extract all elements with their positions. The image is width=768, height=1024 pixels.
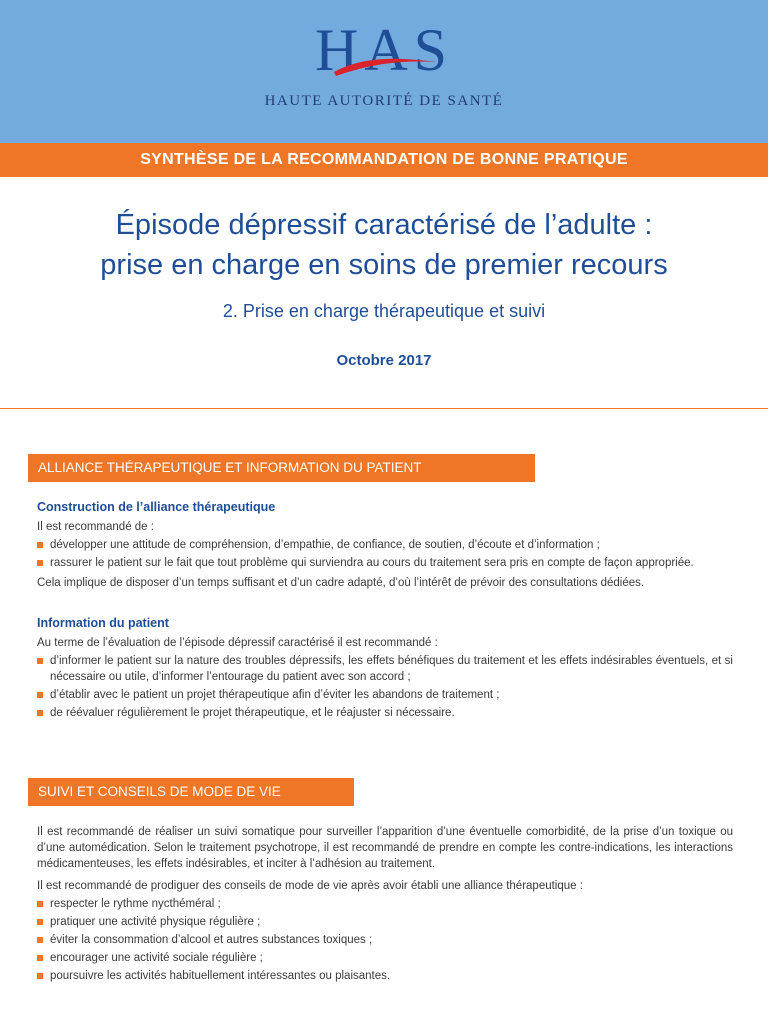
document-title <box>0 205 768 285</box>
paragraph: Il est recommandé de réaliser un suivi somatique pour surveiller l’apparition d’une éventuelle comorbidité, de la prise d’un toxique ou d’une automédication. Selon le traitement psychotrope, il est recommandé de prendre en compte les contre-indications, les interactions médicamenteuses, les effets indésirables, et inciter à l’adhésion au traitement. <box>37 826 733 870</box>
bullet-square-icon <box>37 937 43 943</box>
paragraph: Au terme de l’évaluation de l’épisode dépressif caractérisé il est recommandé : <box>37 637 438 649</box>
document-date: Octobre 2017 <box>336 352 432 369</box>
list-item: d’informer le patient sur la nature des troubles dépressifs, les effets bénéfiques du traitement et les effets indésirables éventuels, et si nécessaire ou utile, d’informer l’entourage du patient avec son accord ; <box>37 653 733 685</box>
divider <box>0 408 768 409</box>
list-item: d’établir avec le patient un projet thérapeutique afin d’éviter les abandons de traitement ; <box>37 687 733 703</box>
logo-swoosh-icon <box>330 50 440 80</box>
paragraph: Il est recommandé de prodiguer des conseils de mode de vie après avoir établi une alliance thérapeutique : <box>37 880 583 892</box>
bullet-square-icon <box>37 973 43 979</box>
has-logo: HAS <box>314 17 454 83</box>
bullet-square-icon <box>37 955 43 961</box>
paragraph: Cela implique de disposer d’un temps suffisant et d’un cadre adapté, d’où l’intérêt de prévoir des consultations dédiées. <box>37 577 645 589</box>
bullet-list <box>37 653 733 721</box>
list-item: de réévaluer régulièrement le projet thérapeutique, et le réajuster si nécessaire. <box>37 705 733 721</box>
list-item: encourager une activité sociale régulière ; <box>37 950 733 966</box>
section-alliance-content <box>37 499 733 725</box>
list-item: rassurer le patient sur le fait que tout problème qui surviendra au cours du traitement sera pris en compte de façon appropriée. <box>37 555 733 571</box>
list-item: éviter la consommation d’alcool et autres substances toxiques ; <box>37 932 733 948</box>
title-line-1: Épisode dépressif caractérisé de l’adulte : <box>115 209 653 241</box>
subsection-title-information: Information du patient <box>37 616 169 630</box>
bullet-list <box>37 537 733 571</box>
subsection-title-construction: Construction de l’alliance thérapeutique <box>37 500 276 514</box>
section-heading-alliance: ALLIANCE THÉRAPEUTIQUE ET INFORMATION DU PATIENT <box>28 454 535 482</box>
bullet-list <box>37 896 733 984</box>
document-subtitle: 2. Prise en charge thérapeutique et suivi <box>222 301 546 321</box>
bullet-square-icon <box>37 692 43 698</box>
bullet-square-icon <box>37 560 43 566</box>
bullet-square-icon <box>37 919 43 925</box>
synthesis-banner: SYNTHÈSE DE LA RECOMMANDATION DE BONNE PRATIQUE <box>0 143 768 177</box>
header <box>0 0 768 143</box>
bullet-square-icon <box>37 542 43 548</box>
bullet-square-icon <box>37 710 43 716</box>
section-heading-suivi: SUIVI ET CONSEILS DE MODE DE VIE <box>28 778 354 806</box>
section-suivi-content <box>37 824 733 988</box>
paragraph: Il est recommandé de : <box>37 521 154 533</box>
list-item: respecter le rythme nycthéméral ; <box>37 896 733 912</box>
bullet-square-icon <box>37 901 43 907</box>
list-item: développer une attitude de compréhension, d’empathie, de confiance, de soutien, d’écoute et d’information ; <box>37 537 733 553</box>
list-item: poursuivre les activités habituellement intéressantes ou plaisantes. <box>37 968 733 984</box>
bullet-square-icon <box>37 658 43 664</box>
logo-subtitle: HAUTE AUTORITÉ DE SANTÉ <box>264 93 504 109</box>
title-line-2: prise en charge en soins de premier recours <box>100 249 668 281</box>
list-item: pratiquer une activité physique régulière ; <box>37 914 733 930</box>
